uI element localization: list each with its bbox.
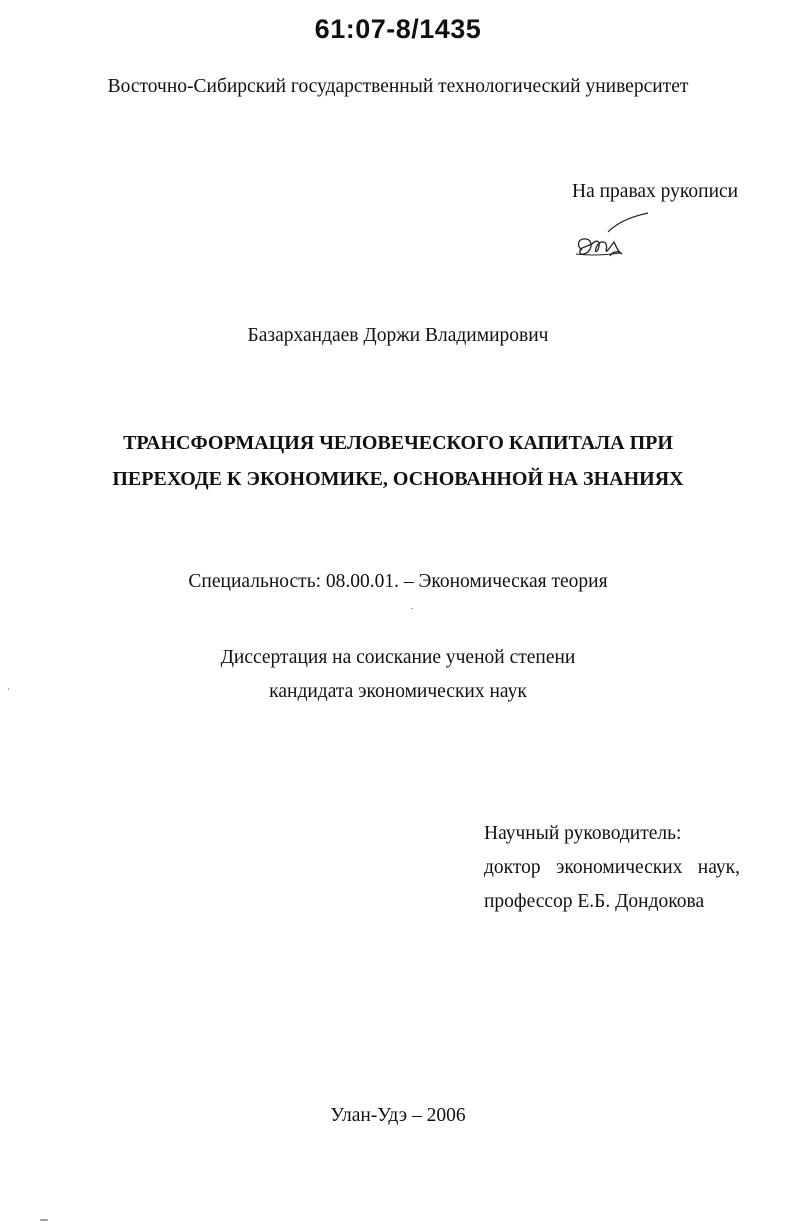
specialty: Специальность: 08.00.01. – Экономическая теория xyxy=(188,571,608,592)
scan-speck xyxy=(40,1219,48,1221)
supervisor-label: Научный руководитель: xyxy=(484,823,682,844)
dissertation-title xyxy=(0,425,796,497)
supervisor-degree: доктор экономических наук, xyxy=(484,857,740,878)
manuscript-note: На правах рукописи xyxy=(572,181,739,202)
title-line-1: ТРАНСФОРМАЦИЯ ЧЕЛОВЕЧЕСКОГО КАПИТАЛА ПРИ xyxy=(123,432,673,454)
degree-statement xyxy=(0,641,796,709)
supervisor-name: профессор Е.Б. Дондокова xyxy=(484,891,705,912)
supervisor-block xyxy=(484,817,740,919)
city-year: Улан-Удэ – 2006 xyxy=(330,1105,466,1126)
catalog-number: 61:07-8/1435 xyxy=(314,14,482,44)
scan-speck xyxy=(411,608,413,609)
degree-line-1: Диссертация на соискание ученой степени xyxy=(220,647,576,668)
university-name: Восточно-Сибирский государственный технологический университет xyxy=(107,76,689,97)
degree-line-2: кандидата экономических наук xyxy=(269,681,527,702)
signature-icon xyxy=(572,210,652,265)
author-name: Базархандаев Доржи Владимирович xyxy=(247,325,549,346)
title-line-2: ПЕРЕХОДЕ К ЭКОНОМИКЕ, ОСНОВАННОЙ НА ЗНАНИЯХ xyxy=(112,468,684,490)
scan-speck xyxy=(8,688,9,690)
